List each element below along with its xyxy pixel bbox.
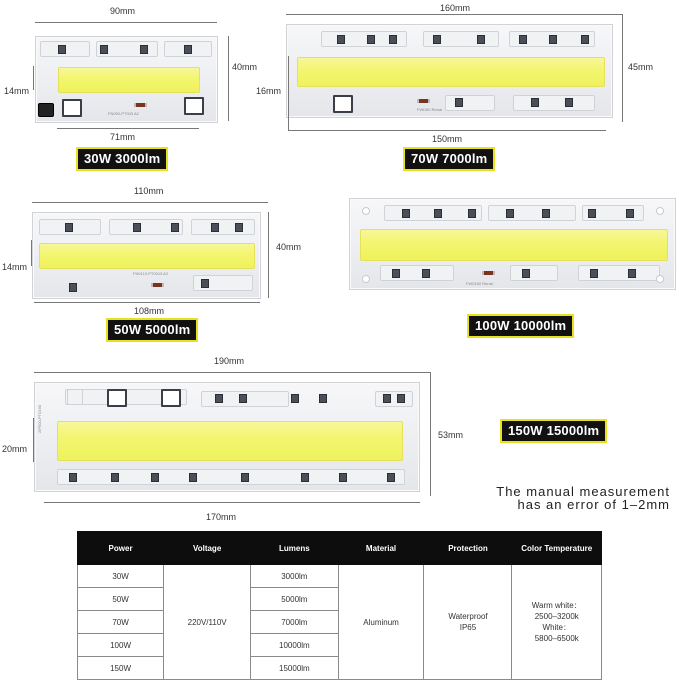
cell-lumens: 15000lm	[251, 657, 338, 680]
led-board-70w	[286, 24, 613, 118]
led-height-dimension-30w: 14mm	[4, 86, 30, 96]
solder-pad	[241, 473, 249, 482]
width-dimension-50w: 110mm	[134, 186, 164, 196]
dimension-line	[288, 130, 606, 131]
cell-lumens: 7000lm	[251, 611, 338, 634]
height-dimension-30w: 40mm	[232, 62, 258, 72]
led-width-dimension-30w: 71mm	[110, 132, 136, 142]
led-height-dimension-150w: 20mm	[2, 444, 28, 454]
measurement-note	[440, 485, 670, 511]
cell-power: 70W	[78, 611, 164, 634]
dimension-line	[286, 14, 622, 15]
header-protection: Protection	[424, 532, 512, 565]
solder-pad	[301, 473, 309, 482]
solder-pad	[211, 223, 219, 232]
header-lumens: Lumens	[251, 532, 338, 565]
solder-pad	[239, 394, 247, 403]
led-board-100w	[349, 198, 676, 290]
solder-pad	[291, 394, 299, 403]
solder-pad	[58, 45, 66, 54]
solder-pad	[235, 223, 243, 232]
mounting-hole	[362, 275, 370, 283]
pcb-trace	[67, 389, 83, 405]
led-board-50w	[32, 212, 261, 299]
cell-power: 30W	[78, 565, 164, 588]
dimension-line	[33, 418, 34, 462]
led-width-dimension-50w: 108mm	[134, 306, 165, 316]
color-line-2: 2500–3200k	[534, 612, 579, 621]
smd-resistor	[417, 99, 430, 103]
solder-pad	[477, 35, 485, 44]
led-chip-area	[360, 229, 668, 261]
solder-pad	[402, 209, 410, 218]
solder-pad	[69, 283, 77, 292]
solder-pad	[387, 473, 395, 482]
driver-ic	[161, 389, 181, 407]
dimension-line	[31, 240, 32, 266]
led-chip-area	[297, 57, 605, 87]
cell-power: 150W	[78, 657, 164, 680]
color-line-4: 5800–6500k	[534, 634, 579, 643]
solder-pad	[590, 269, 598, 278]
cell-lumens: 10000lm	[251, 634, 338, 657]
solder-pad	[189, 473, 197, 482]
cell-color-temperature	[512, 565, 602, 680]
dimension-line	[268, 212, 269, 298]
height-dimension-70w: 45mm	[628, 62, 654, 72]
note-line-1: The manual measurement	[496, 484, 670, 499]
solder-pad	[422, 269, 430, 278]
dimension-line	[32, 202, 268, 203]
led-chip-area	[57, 421, 403, 461]
solder-pad	[319, 394, 327, 403]
dimension-line	[35, 22, 217, 23]
driver-ic	[333, 95, 353, 113]
solder-pad	[468, 209, 476, 218]
driver-ic	[184, 97, 204, 115]
led-board-30w	[35, 36, 218, 123]
header-material: Material	[338, 532, 424, 565]
cell-lumens: 5000lm	[251, 588, 338, 611]
solder-pad	[392, 269, 400, 278]
header-voltage: Voltage	[164, 532, 251, 565]
dimension-line	[33, 66, 34, 90]
solder-pad	[455, 98, 463, 107]
solder-pad	[542, 209, 550, 218]
solder-pad	[565, 98, 573, 107]
cell-lumens: 3000lm	[251, 565, 338, 588]
led-chip-area	[39, 243, 255, 269]
header-power: Power	[78, 532, 164, 565]
dimension-line	[34, 372, 430, 373]
led-chip-area	[58, 67, 200, 93]
color-line-1: Warm white：	[531, 601, 582, 610]
power-label-150w: 150W 15000lm	[502, 421, 605, 441]
pcb-silkscreen: FN0110-PT0013 A2	[133, 271, 169, 276]
solder-pad	[389, 35, 397, 44]
smd-resistor	[151, 283, 164, 287]
color-line-3: White：	[542, 623, 571, 632]
solder-pad	[151, 473, 159, 482]
solder-pad	[367, 35, 375, 44]
solder-pad	[140, 45, 148, 54]
dimension-line	[34, 302, 260, 303]
width-dimension-30w: 90mm	[110, 6, 136, 16]
cell-power: 50W	[78, 588, 164, 611]
solder-pad	[522, 269, 530, 278]
solder-pad	[337, 35, 345, 44]
solder-pad	[100, 45, 108, 54]
solder-pad	[69, 473, 77, 482]
dimension-line	[57, 128, 199, 129]
solder-pad	[184, 45, 192, 54]
driver-ic	[107, 389, 127, 407]
table-row	[78, 565, 602, 588]
height-dimension-150w: 53mm	[438, 430, 464, 440]
pcb-trace	[513, 95, 595, 111]
solder-pad	[531, 98, 539, 107]
header-color-temperature: Color Temperature	[512, 532, 602, 565]
dimension-line	[430, 372, 431, 496]
width-dimension-150w: 190mm	[214, 356, 245, 366]
solder-pad	[65, 223, 73, 232]
solder-pad	[434, 209, 442, 218]
pcb-silkscreen: FN090-PT003 A2	[108, 111, 139, 116]
smd-resistor	[134, 103, 147, 107]
solder-pad	[433, 35, 441, 44]
pcb-trace	[445, 95, 495, 111]
protection-line-1: Waterproof	[448, 612, 488, 621]
capacitor	[38, 103, 54, 117]
dimension-line	[622, 14, 623, 122]
solder-pad	[549, 35, 557, 44]
pcb-silkscreen: FW0160 Renai	[466, 281, 493, 286]
cell-voltage: 220V/110V	[164, 565, 251, 680]
led-width-dimension-150w: 170mm	[206, 512, 237, 522]
mounting-hole	[656, 275, 664, 283]
power-label-100w: 100W 10000lm	[469, 316, 572, 336]
table-header-row	[78, 532, 602, 565]
solder-pad	[519, 35, 527, 44]
led-height-dimension-70w: 16mm	[256, 86, 282, 96]
smd-resistor	[482, 271, 495, 275]
power-label-50w: 50W 5000lm	[108, 320, 196, 340]
cell-power: 100W	[78, 634, 164, 657]
solder-pad	[383, 394, 391, 403]
pcb-trace	[57, 469, 405, 485]
cell-protection	[424, 565, 512, 680]
solder-pad	[133, 223, 141, 232]
note-line-2: has an error of 1–2mm	[517, 497, 670, 512]
spec-table	[77, 531, 602, 680]
pcb-silkscreen: 2IP500-PT0190	[37, 404, 42, 433]
cell-material: Aluminum	[338, 565, 424, 680]
pcb-trace	[375, 391, 413, 407]
dimension-line	[44, 502, 420, 503]
pcb-trace	[488, 205, 576, 221]
solder-pad	[397, 394, 405, 403]
mounting-hole	[656, 207, 664, 215]
pcb-trace	[510, 265, 558, 281]
solder-pad	[215, 394, 223, 403]
solder-pad	[201, 279, 209, 288]
solder-pad	[626, 209, 634, 218]
dimension-line	[228, 36, 229, 121]
dimension-line	[288, 56, 289, 130]
led-width-dimension-70w: 150mm	[432, 134, 463, 144]
pcb-silkscreen: FWD80 Renai	[417, 107, 443, 112]
mounting-hole	[362, 207, 370, 215]
protection-line-2: IP65	[459, 623, 477, 632]
solder-pad	[111, 473, 119, 482]
driver-ic	[62, 99, 82, 117]
led-board-150w	[34, 382, 420, 492]
width-dimension-70w: 160mm	[440, 3, 471, 13]
height-dimension-50w: 40mm	[276, 242, 302, 252]
pcb-trace	[191, 219, 255, 235]
solder-pad	[581, 35, 589, 44]
solder-pad	[171, 223, 179, 232]
solder-pad	[506, 209, 514, 218]
solder-pad	[339, 473, 347, 482]
power-label-70w: 70W 7000lm	[405, 149, 493, 169]
led-height-dimension-50w: 14mm	[2, 262, 28, 272]
solder-pad	[588, 209, 596, 218]
power-label-30w: 30W 3000lm	[78, 149, 166, 169]
solder-pad	[628, 269, 636, 278]
